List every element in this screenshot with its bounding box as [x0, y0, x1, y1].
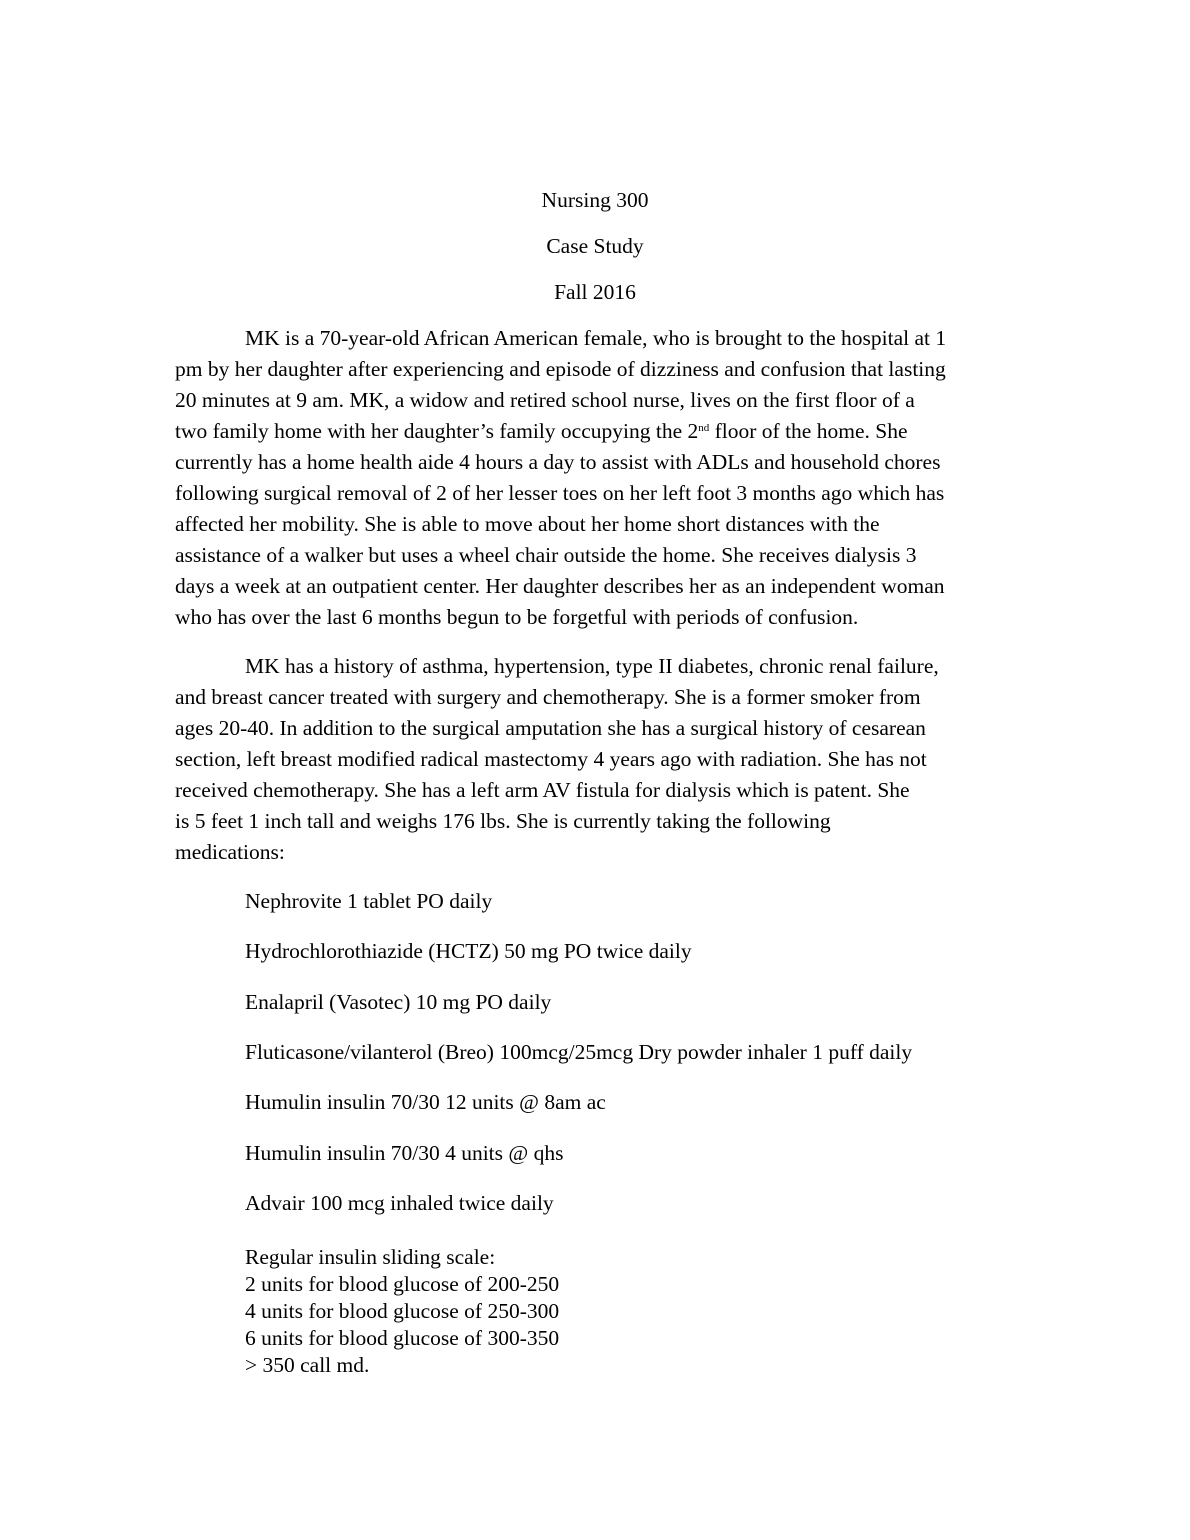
paragraph-line: days a week at an outpatient center. Her daughter describes her as an independent woman [175, 574, 945, 598]
paragraph-line: received chemotherapy. She has a left arm AV fistula for dialysis which is patent. She [175, 778, 910, 802]
medication-item: Fluticasone/vilanterol (Breo) 100mcg/25mcg Dry powder inhaler 1 puff daily [245, 1040, 913, 1064]
paragraph-line: affected her mobility. She is able to move about her home short distances with the [175, 512, 880, 536]
medication-item: Hydrochlorothiazide (HCTZ) 50 mg PO twice daily [245, 939, 692, 963]
sliding-scale-heading: Regular insulin sliding scale: [245, 1245, 496, 1269]
paragraph-line: pm by her daughter after experiencing and episode of dizziness and confusion that lasting [175, 357, 946, 381]
paragraph-line: and breast cancer treated with surgery and chemotherapy. She is a former smoker from [175, 685, 921, 709]
sliding-scale [245, 1244, 559, 1379]
medication-item: Advair 100 mcg inhaled twice daily [245, 1191, 554, 1215]
paragraph-line: ages 20-40. In addition to the surgical amputation she has a surgical history of cesarean [175, 716, 926, 740]
paragraph-line: currently has a home health aide 4 hours a day to assist with ADLs and household chores [175, 450, 941, 474]
sliding-scale-row: > 350 call md. [245, 1353, 370, 1377]
paragraph-line: MK has a history of asthma, hypertension, type II diabetes, chronic renal failure, [245, 654, 939, 678]
medication-item: Nephrovite 1 tablet PO daily [245, 889, 493, 913]
paragraph-line [175, 416, 1025, 447]
sliding-scale-row: 2 units for blood glucose of 200-250 [245, 1272, 560, 1296]
paragraph-line: who has over the last 6 months begun to be forgetful with periods of confusion. [175, 605, 859, 629]
ordinal-superscript: nd [698, 422, 710, 434]
paragraph-line: section, left breast modified radical mastectomy 4 years ago with radiation. She has not [175, 747, 927, 771]
sliding-scale-row: 4 units for blood glucose of 250-300 [245, 1299, 560, 1323]
paragraph-line: assistance of a walker but uses a wheel chair outside the home. She receives dialysis 3 [175, 543, 917, 567]
case-paragraph-2 [175, 651, 1025, 868]
medication-item: Enalapril (Vasotec) 10 mg PO daily [245, 990, 552, 1014]
medication-item: Humulin insulin 70/30 12 units @ 8am ac [245, 1090, 606, 1114]
paragraph-line-part: floor of the home. She [709, 419, 908, 443]
paragraph-line: medications: [175, 840, 285, 864]
document-type: Case Study [546, 234, 644, 258]
paragraph-line: MK is a 70-year-old African American female, who is brought to the hospital at 1 [245, 326, 947, 350]
paragraph-line: following surgical removal of 2 of her lesser toes on her left foot 3 months ago which has [175, 481, 945, 505]
sliding-scale-row: 6 units for blood glucose of 300-350 [245, 1326, 560, 1350]
paragraph-line: 20 minutes at 9 am. MK, a widow and retired school nurse, lives on the first floor of a [175, 388, 915, 412]
term: Fall 2016 [554, 280, 636, 304]
paragraph-line-part: two family home with her daughter’s family occupying the 2 [175, 419, 699, 443]
medication-item: Humulin insulin 70/30 4 units @ qhs [245, 1141, 564, 1165]
course-title: Nursing 300 [541, 188, 649, 212]
case-paragraph-1 [175, 323, 1025, 633]
paragraph-line: is 5 feet 1 inch tall and weighs 176 lbs. She is currently taking the following [175, 809, 831, 833]
